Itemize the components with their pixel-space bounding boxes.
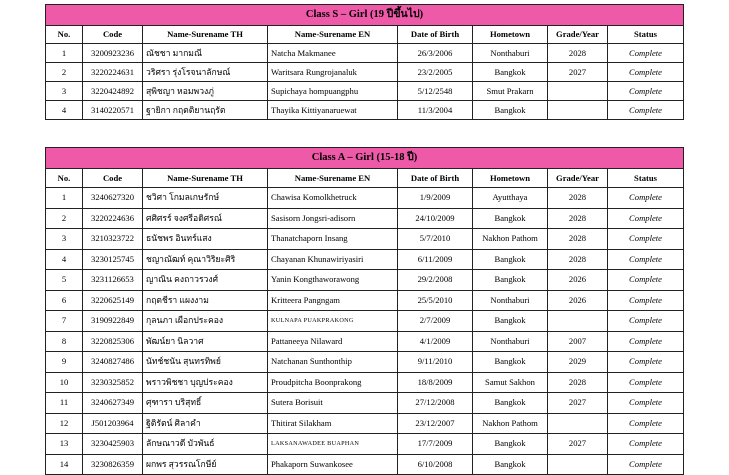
cell-name-th: ฐิติรัตน์ ศิลาคำ: [143, 413, 268, 434]
cell-date-of-birth: 11/3/2004: [398, 101, 473, 120]
table-row: [46, 44, 684, 63]
cell-name-th: ฐายิกา กฤตติยานฤรัต: [143, 101, 268, 120]
cell-status: Complete: [608, 82, 684, 101]
class-a-title-row: [46, 148, 684, 169]
table-row: [46, 270, 684, 291]
cell-date-of-birth: 17/7/2009: [398, 434, 473, 455]
cell-grade-year: 2026: [548, 270, 608, 291]
cell-date-of-birth: 23/12/2007: [398, 413, 473, 434]
class-a-title: Class A – Girl (15-18 ปี): [46, 148, 684, 169]
cell-no: 9: [46, 352, 83, 373]
cell-hometown: Bangkok: [473, 352, 548, 373]
cell-name-en: Natcha Makmanee: [268, 44, 398, 63]
cell-no: 11: [46, 393, 83, 414]
table-row: [46, 352, 684, 373]
cell-no: 4: [46, 249, 83, 270]
cell-code: 3231126653: [83, 270, 143, 291]
cell-code: 3200923236: [83, 44, 143, 63]
cell-date-of-birth: 5/7/2010: [398, 229, 473, 250]
cell-no: 5: [46, 270, 83, 291]
cell-date-of-birth: 1/9/2009: [398, 188, 473, 209]
cell-name-th: กุลนภา เผือกประคอง: [143, 311, 268, 332]
cell-code: 3190922849: [83, 311, 143, 332]
table-row: [46, 101, 684, 120]
cell-status: Complete: [608, 208, 684, 229]
cell-hometown: Nonthaburi: [473, 290, 548, 311]
column-header-name-en: Name-Surename EN: [268, 169, 398, 188]
cell-code: 3230125745: [83, 249, 143, 270]
column-header-name-en: Name-Surename EN: [268, 26, 398, 44]
cell-status: Complete: [608, 311, 684, 332]
class-a-body: [46, 188, 684, 475]
cell-code: 3220224636: [83, 208, 143, 229]
cell-name-th: ญาณิน คงถาวรวงศ์: [143, 270, 268, 291]
cell-hometown: Bangkok: [473, 270, 548, 291]
cell-hometown: Samut Sakhon: [473, 372, 548, 393]
cell-status: Complete: [608, 44, 684, 63]
cell-name-en: Thanatchaporn Insang: [268, 229, 398, 250]
cell-no: 1: [46, 44, 83, 63]
cell-name-en: Thitirat Silakham: [268, 413, 398, 434]
cell-status: Complete: [608, 372, 684, 393]
cell-no: 2: [46, 63, 83, 82]
cell-hometown: Nakhon Pathom: [473, 229, 548, 250]
cell-status: Complete: [608, 290, 684, 311]
cell-status: Complete: [608, 188, 684, 209]
cell-grade-year: 2028: [548, 372, 608, 393]
cell-grade-year: [548, 311, 608, 332]
cell-name-en: KULNAPA PUAKPRAKONG: [268, 311, 398, 332]
cell-name-en: Pattaneeya Nilaward: [268, 331, 398, 352]
cell-name-th: ศศิศรร์ จงศรีอดิศรณ์: [143, 208, 268, 229]
cell-name-th: ชวิศา โกมลเกษรักษ์: [143, 188, 268, 209]
table-row: [46, 82, 684, 101]
cell-grade-year: 2027: [548, 434, 608, 455]
cell-status: Complete: [608, 454, 684, 475]
cell-no: 3: [46, 229, 83, 250]
cell-hometown: Nakhon Pathom: [473, 413, 548, 434]
cell-hometown: Bangkok: [473, 393, 548, 414]
cell-code: 3240627349: [83, 393, 143, 414]
cell-name-th: ศุฑารา บริสุทธิ์: [143, 393, 268, 414]
cell-code: 3230425903: [83, 434, 143, 455]
table-row: [46, 393, 684, 414]
cell-no: 7: [46, 311, 83, 332]
table-row: [46, 311, 684, 332]
cell-hometown: Bangkok: [473, 454, 548, 475]
column-header-name-th: Name-Surename TH: [143, 169, 268, 188]
cell-grade-year: 2027: [548, 393, 608, 414]
cell-code: 3220825306: [83, 331, 143, 352]
cell-status: Complete: [608, 331, 684, 352]
column-header-date-of-birth: Date of Birth: [398, 26, 473, 44]
class-s-table: [45, 4, 684, 120]
cell-no: 3: [46, 82, 83, 101]
cell-status: Complete: [608, 101, 684, 120]
cell-name-en: Waritsara Rungrojanaluk: [268, 63, 398, 82]
cell-grade-year: 2007: [548, 331, 608, 352]
column-header-name-th: Name-Surename TH: [143, 26, 268, 44]
cell-code: 3230325852: [83, 372, 143, 393]
cell-hometown: Nonthaburi: [473, 331, 548, 352]
cell-code: J501203964: [83, 413, 143, 434]
cell-status: Complete: [608, 352, 684, 373]
table-row: [46, 208, 684, 229]
cell-name-en: Phakaporn Suwankosee: [268, 454, 398, 475]
cell-no: 4: [46, 101, 83, 120]
cell-name-th: พราวพิชชา บุญประคอง: [143, 372, 268, 393]
class-s-header-row: [46, 26, 684, 44]
cell-date-of-birth: 29/2/2008: [398, 270, 473, 291]
cell-hometown: Ayutthaya: [473, 188, 548, 209]
column-header-code: Code: [83, 169, 143, 188]
cell-code: 3220625149: [83, 290, 143, 311]
cell-status: Complete: [608, 413, 684, 434]
cell-no: 12: [46, 413, 83, 434]
class-s-title-row: [46, 5, 684, 26]
cell-hometown: Bangkok: [473, 208, 548, 229]
cell-grade-year: [548, 82, 608, 101]
cell-date-of-birth: 24/10/2009: [398, 208, 473, 229]
cell-code: 3220224631: [83, 63, 143, 82]
table-row: [46, 290, 684, 311]
table-row: [46, 331, 684, 352]
cell-grade-year: [548, 413, 608, 434]
cell-hometown: Nonthaburi: [473, 44, 548, 63]
cell-grade-year: [548, 101, 608, 120]
cell-name-en: Yanin Kongthaworawong: [268, 270, 398, 291]
column-header-date-of-birth: Date of Birth: [398, 169, 473, 188]
cell-name-th: วริศรา รุ่งโรจนาลักษณ์: [143, 63, 268, 82]
cell-grade-year: 2026: [548, 290, 608, 311]
cell-name-en: Sasisorn Jongsri-adisorn: [268, 208, 398, 229]
class-a-header-row: [46, 169, 684, 188]
cell-name-th: ผกพร สุวรรณโกษีย์: [143, 454, 268, 475]
cell-hometown: Smut Prakarn: [473, 82, 548, 101]
cell-name-en: Thayika Kittiyanaruewat: [268, 101, 398, 120]
cell-name-en: Proudpitcha Boonprakong: [268, 372, 398, 393]
cell-status: Complete: [608, 63, 684, 82]
cell-no: 2: [46, 208, 83, 229]
cell-grade-year: 2028: [548, 229, 608, 250]
table-row: [46, 454, 684, 475]
table-row: [46, 63, 684, 82]
column-header-no: No.: [46, 169, 83, 188]
cell-date-of-birth: 5/12/2548: [398, 82, 473, 101]
cell-no: 14: [46, 454, 83, 475]
column-header-grade-year: Grade/Year: [548, 169, 608, 188]
cell-name-th: นัทช์ชนัน สุนทรทิพย์: [143, 352, 268, 373]
cell-no: 8: [46, 331, 83, 352]
cell-name-th: ธนัชพร อินทร์แสง: [143, 229, 268, 250]
cell-hometown: Bangkok: [473, 63, 548, 82]
column-header-hometown: Hometown: [473, 26, 548, 44]
cell-name-en: Chayanan Khunawiriyasiri: [268, 249, 398, 270]
cell-status: Complete: [608, 270, 684, 291]
cell-name-th: กฤตชีรา แผงงาม: [143, 290, 268, 311]
cell-no: 13: [46, 434, 83, 455]
cell-name-en: Natchanan Sunthonthip: [268, 352, 398, 373]
cell-status: Complete: [608, 393, 684, 414]
cell-code: 3220424892: [83, 82, 143, 101]
column-header-status: Status: [608, 169, 684, 188]
cell-grade-year: 2028: [548, 188, 608, 209]
cell-code: 3240827486: [83, 352, 143, 373]
cell-date-of-birth: 4/1/2009: [398, 331, 473, 352]
cell-name-th: พัฒน์ยา นิลวาศ: [143, 331, 268, 352]
cell-name-th: ณัชชา มากมณี: [143, 44, 268, 63]
table-row: [46, 372, 684, 393]
cell-grade-year: 2027: [548, 63, 608, 82]
class-s-body: [46, 44, 684, 120]
cell-date-of-birth: 27/12/2008: [398, 393, 473, 414]
cell-name-th: ลักษณาวดี บัวพันธ์: [143, 434, 268, 455]
cell-name-en: Kritteera Pangngam: [268, 290, 398, 311]
cell-code: 3240627320: [83, 188, 143, 209]
cell-no: 1: [46, 188, 83, 209]
cell-grade-year: 2029: [548, 352, 608, 373]
cell-date-of-birth: 18/8/2009: [398, 372, 473, 393]
cell-hometown: Bangkok: [473, 249, 548, 270]
cell-grade-year: 2028: [548, 208, 608, 229]
column-header-code: Code: [83, 26, 143, 44]
cell-no: 6: [46, 290, 83, 311]
cell-name-en: Sutera Borisuit: [268, 393, 398, 414]
class-a-table: [45, 147, 684, 475]
column-header-status: Status: [608, 26, 684, 44]
table-row: [46, 229, 684, 250]
cell-grade-year: [548, 454, 608, 475]
cell-grade-year: 2028: [548, 249, 608, 270]
table-row: [46, 434, 684, 455]
table-row: [46, 249, 684, 270]
column-header-grade-year: Grade/Year: [548, 26, 608, 44]
cell-date-of-birth: 2/7/2009: [398, 311, 473, 332]
cell-name-th: ชญาณัฒท์ คุณาวิริยะศิริ: [143, 249, 268, 270]
cell-hometown: Bangkok: [473, 434, 548, 455]
cell-code: 3210323722: [83, 229, 143, 250]
column-header-hometown: Hometown: [473, 169, 548, 188]
cell-hometown: Bangkok: [473, 101, 548, 120]
cell-status: Complete: [608, 249, 684, 270]
cell-date-of-birth: 9/11/2010: [398, 352, 473, 373]
cell-status: Complete: [608, 229, 684, 250]
cell-name-en: Supichaya hompuangphu: [268, 82, 398, 101]
table-row: [46, 413, 684, 434]
cell-date-of-birth: 6/11/2009: [398, 249, 473, 270]
cell-grade-year: 2028: [548, 44, 608, 63]
cell-date-of-birth: 23/2/2005: [398, 63, 473, 82]
cell-date-of-birth: 26/3/2006: [398, 44, 473, 63]
class-s-title: Class S – Girl (19 ปีขึ้นไป): [46, 5, 684, 26]
cell-date-of-birth: 25/5/2010: [398, 290, 473, 311]
cell-name-th: สุพิชญา หอมพวงภู่: [143, 82, 268, 101]
cell-status: Complete: [608, 434, 684, 455]
column-header-no: No.: [46, 26, 83, 44]
cell-code: 3140220571: [83, 101, 143, 120]
cell-no: 10: [46, 372, 83, 393]
cell-name-en: LAKSANAWADEE BUAPHAN: [268, 434, 398, 455]
table-row: [46, 188, 684, 209]
cell-name-en: Chawisa Komolkhetruck: [268, 188, 398, 209]
cell-date-of-birth: 6/10/2008: [398, 454, 473, 475]
cell-hometown: Bangkok: [473, 311, 548, 332]
cell-code: 3230826359: [83, 454, 143, 475]
